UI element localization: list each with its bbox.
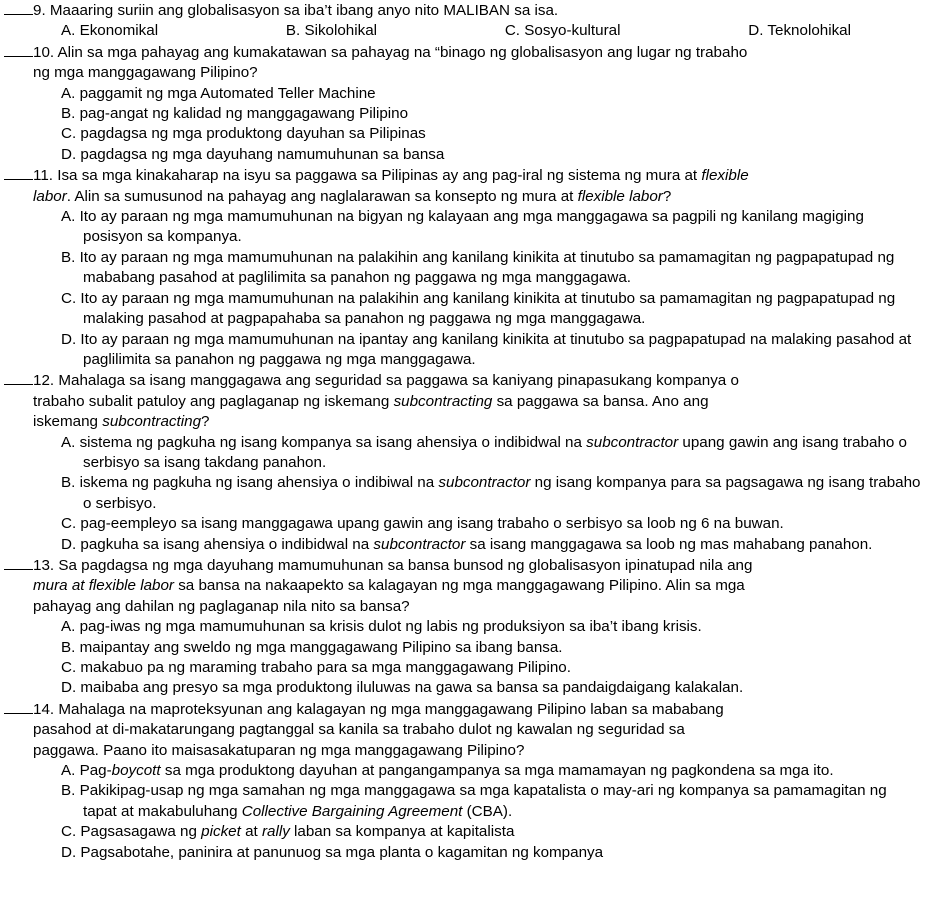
question-10-stem-cont: ng mga manggagawang Pilipino?	[33, 64, 258, 82]
question-10-choice-c: C. pagdagsa ng mga produktong dayuhan sa Pilipinas	[61, 125, 426, 143]
question-13	[4, 555, 921, 699]
question-12-choice-a	[4, 433, 921, 474]
question-12	[4, 370, 921, 555]
question-14	[4, 699, 921, 863]
question-13-choice-c: C. makabuo pa ng maraming trabaho para sa mga manggagawang Pilipino.	[61, 659, 571, 676]
question-12-text-3c: ?	[201, 413, 210, 431]
question-13-stem-cont-2: pahayag ang dahilan ng paglaganap nila nito sa bansa?	[33, 597, 410, 615]
question-10	[4, 42, 921, 165]
question-13-text-1: Sa pagdagsa ng mga dayuhang mamumuhunan sa bansa bunsod ng globalisasyon ipinatupad nila ang	[58, 556, 753, 574]
question-11	[4, 165, 921, 370]
question-11-stem	[4, 165, 921, 186]
question-14-choice-c-5: laban sa kompanya at kapitalista	[289, 823, 515, 841]
question-11-stem-cont	[4, 187, 921, 207]
question-11-text-2b: . Alin sa sumusunod na pahayag ang naglalarawan sa konsepto ng mura at	[66, 187, 578, 205]
question-11-choice-b: B. Ito ay paraan ng mga mamumuhunan na palakihin ang kanilang kinikita at tinutubo sa pamamagitan ng pagpapatupad ng mababang pasahod at paglilimita sa panahon ng paggawa ng mga manggagawa.	[61, 248, 895, 287]
question-12-text-2a: trabaho subalit patuloy ang paglaganap ng iskemang	[33, 392, 394, 410]
question-14-choice-c-4: rally	[261, 823, 290, 841]
question-9-choice-d: D. Teknolohikal	[748, 22, 851, 40]
question-9-choice-a: A. Ekonomikal	[61, 22, 159, 40]
question-12-choice-b	[4, 473, 921, 514]
question-11-text-2d: ?	[662, 187, 672, 205]
answer-blank-12[interactable]	[4, 370, 33, 385]
question-12-choice-b-2: subcontractor	[438, 474, 531, 492]
question-12-text-2c: sa paggawa sa bansa. Ano ang	[492, 392, 709, 410]
question-11-text-2a: labor	[33, 187, 67, 205]
question-11-number: 11.	[33, 167, 53, 185]
question-13-number: 13.	[33, 556, 55, 574]
question-12-choice-a-3: upang gawin ang isang trabaho o serbisyo sa isang takdang panahon.	[83, 433, 908, 471]
question-14-choice-a-3: sa mga produktong dayuhan at pangangampanya sa mga mamamayan ng pagkondena sa mga ito.	[160, 762, 834, 780]
question-12-choice-b-3: ng isang kompanya para sa pagsagawa ng isang trabaho o serbisyo.	[83, 474, 921, 512]
question-14-choice-c	[4, 822, 921, 842]
question-11-text-1a: Isa sa mga kinakaharap na isyu sa paggawa sa Pilipinas ay ang pag-iral ng sistema ng mura at	[57, 167, 702, 185]
question-9	[4, 0, 921, 42]
question-12-choice-d-2: subcontractor	[373, 535, 466, 553]
question-12-stem	[4, 370, 921, 391]
answer-blank-11[interactable]	[4, 165, 33, 180]
answer-blank-10[interactable]	[4, 42, 33, 57]
question-10-stem	[4, 42, 921, 63]
question-14-choice-b-1: B. Pakikipag-usap ng mga samahan ng mga manggagawa sa mga kapatalista o may-ari ng kompanya sa pamamagitan ng tapat at makabuluhang	[61, 782, 887, 820]
question-11-choice-d: D. Ito ay paraan ng mga mamumuhunan na ipantay ang kanilang kinikita at tinutubo sa pagpapatupad na malaking pasahod at paglilimita sa panahon ng paggawa ng mga manggagawa.	[61, 330, 912, 368]
question-12-choice-d-3: sa isang manggagawa sa loob ng mas mahabang panahon.	[465, 535, 873, 553]
question-12-text-3a: iskemang	[33, 413, 103, 431]
question-14-choice-d: D. Pagsabotahe, paninira at panunuog sa mga planta o kagamitan ng kompanya	[61, 843, 604, 861]
question-12-choice-d-1: D. pagkuha sa isang ahensiya o indibidwal na	[61, 535, 374, 553]
question-14-choice-a-1: A. Pag-	[61, 762, 112, 780]
question-9-choice-c: C. Sosyo-kultural	[504, 22, 621, 40]
question-14-stem-cont-1: pasahod at di-makatarungang pagtanggal sa kanila sa trabaho dulot ng kawalan ng seguridad sa	[33, 721, 685, 739]
question-12-text-3b: subcontracting	[102, 413, 202, 431]
answer-blank-9[interactable]	[4, 0, 33, 15]
question-14-text-1: Mahalaga na maproteksyunan ang kalagayan ng mga manggagawang Pilipino laban sa mababang	[58, 700, 724, 718]
question-14-choice-c-3: at	[240, 823, 262, 841]
question-10-choice-d: D. pagdagsa ng mga dayuhang namumuhunan sa bansa	[61, 145, 445, 163]
answer-blank-13[interactable]	[4, 555, 33, 570]
question-9-stem	[4, 0, 921, 21]
question-12-choice-a-1: A. sistema ng pagkuha ng isang kompanya sa isang ahensiya o indibidwal na	[61, 433, 587, 451]
question-12-choice-d	[4, 535, 921, 555]
question-12-choice-c: C. pag-eempleyo sa isang manggagawa upang gawin ang isang trabaho o serbisyo sa loob ng 6 na buwan.	[61, 515, 784, 533]
answer-blank-14[interactable]	[4, 699, 33, 714]
question-11-text-1b: flexible	[701, 167, 749, 185]
question-13-stem	[4, 555, 921, 576]
question-13-stem-cont-1	[4, 576, 921, 596]
question-10-text-1: Alin sa mga pahayag ang kumakatawan sa pahayag na “binago ng globalisasyon ang lugar ng trabaho	[57, 43, 748, 61]
question-12-choice-a-2: subcontractor	[586, 433, 679, 451]
question-12-choice-b-1: B. iskema ng pagkuha ng isang ahensiya o indibiwal na	[61, 474, 439, 492]
question-11-choice-a: A. Ito ay paraan ng mga mamumuhunan na bigyan ng kalayaan ang mga manggagawa sa pagpili ng kanilang magiging posisyon sa kompanya.	[61, 208, 864, 246]
question-13-text-2b: sa bansa na nakaapekto sa kalagayan ng mga manggagawang Pilipino. Alin sa mga	[173, 577, 745, 595]
question-14-choice-c-2: picket	[201, 823, 241, 841]
question-14-choice-a	[4, 761, 921, 781]
question-9-choice-b: B. Sikolohikal	[285, 22, 378, 40]
question-12-stem-cont-1	[4, 392, 921, 412]
question-10-choice-b: B. pag-angat ng kalidad ng manggagawang Pilipino	[61, 105, 409, 123]
question-14-stem-cont-2: paggawa. Paano ito maisasakatuparan ng mga manggagawang Pilipino?	[33, 741, 525, 759]
question-12-number: 12.	[33, 372, 55, 390]
question-13-choice-d: D. maibaba ang presyo sa mga produktong iluluwas na gawa sa bansa sa pandaigdaigang kalakalan.	[61, 679, 744, 697]
question-14-stem	[4, 699, 921, 720]
question-12-text-2b: subcontracting	[393, 392, 493, 410]
question-11-choice-c: C. Ito ay paraan ng mga mamumuhunan na palakihin ang kanilang kinikita at tinutubo sa pamamagitan ng pagpapatupad ng malaking pasahod at pagpapahaba sa panahon ng paggawa ng mga manggagawa.	[61, 289, 896, 328]
question-12-text-1: Mahalaga sa isang manggagawa ang seguridad sa paggawa sa kaniyang pinapasukang kompanya o	[58, 372, 739, 390]
question-11-text-2c: flexible labor	[577, 187, 663, 205]
question-14-choice-a-2: boycott	[111, 762, 161, 780]
question-14-choice-b-3: (CBA).	[462, 802, 513, 820]
question-12-stem-cont-2	[4, 412, 921, 432]
question-14-choice-b-2: Collective Bargaining Agreement	[241, 802, 463, 820]
question-14-choice-b	[4, 781, 921, 822]
question-14-choice-c-1: C. Pagsasagawa ng	[61, 823, 202, 841]
question-10-choice-a: A. paggamit ng mga Automated Teller Machine	[61, 84, 376, 102]
question-13-choice-a: A. pag-iwas ng mga mamumuhunan sa krisis dulot ng labis ng produksiyon sa iba’t ibang krisis.	[61, 618, 702, 636]
question-9-text: Maaaring suriin ang globalisasyon sa iba’t ibang anyo nito MALIBAN sa isa.	[49, 2, 559, 19]
question-13-choice-b: B. maipantay ang sweldo ng mga manggagawang Pilipino sa ibang bansa.	[61, 638, 563, 656]
question-9-choices	[4, 21, 921, 41]
question-13-text-2a: mura at flexible labor	[33, 577, 174, 595]
question-14-number: 14.	[33, 700, 55, 718]
question-9-number: 9.	[33, 2, 46, 19]
question-10-number: 10.	[33, 43, 55, 61]
